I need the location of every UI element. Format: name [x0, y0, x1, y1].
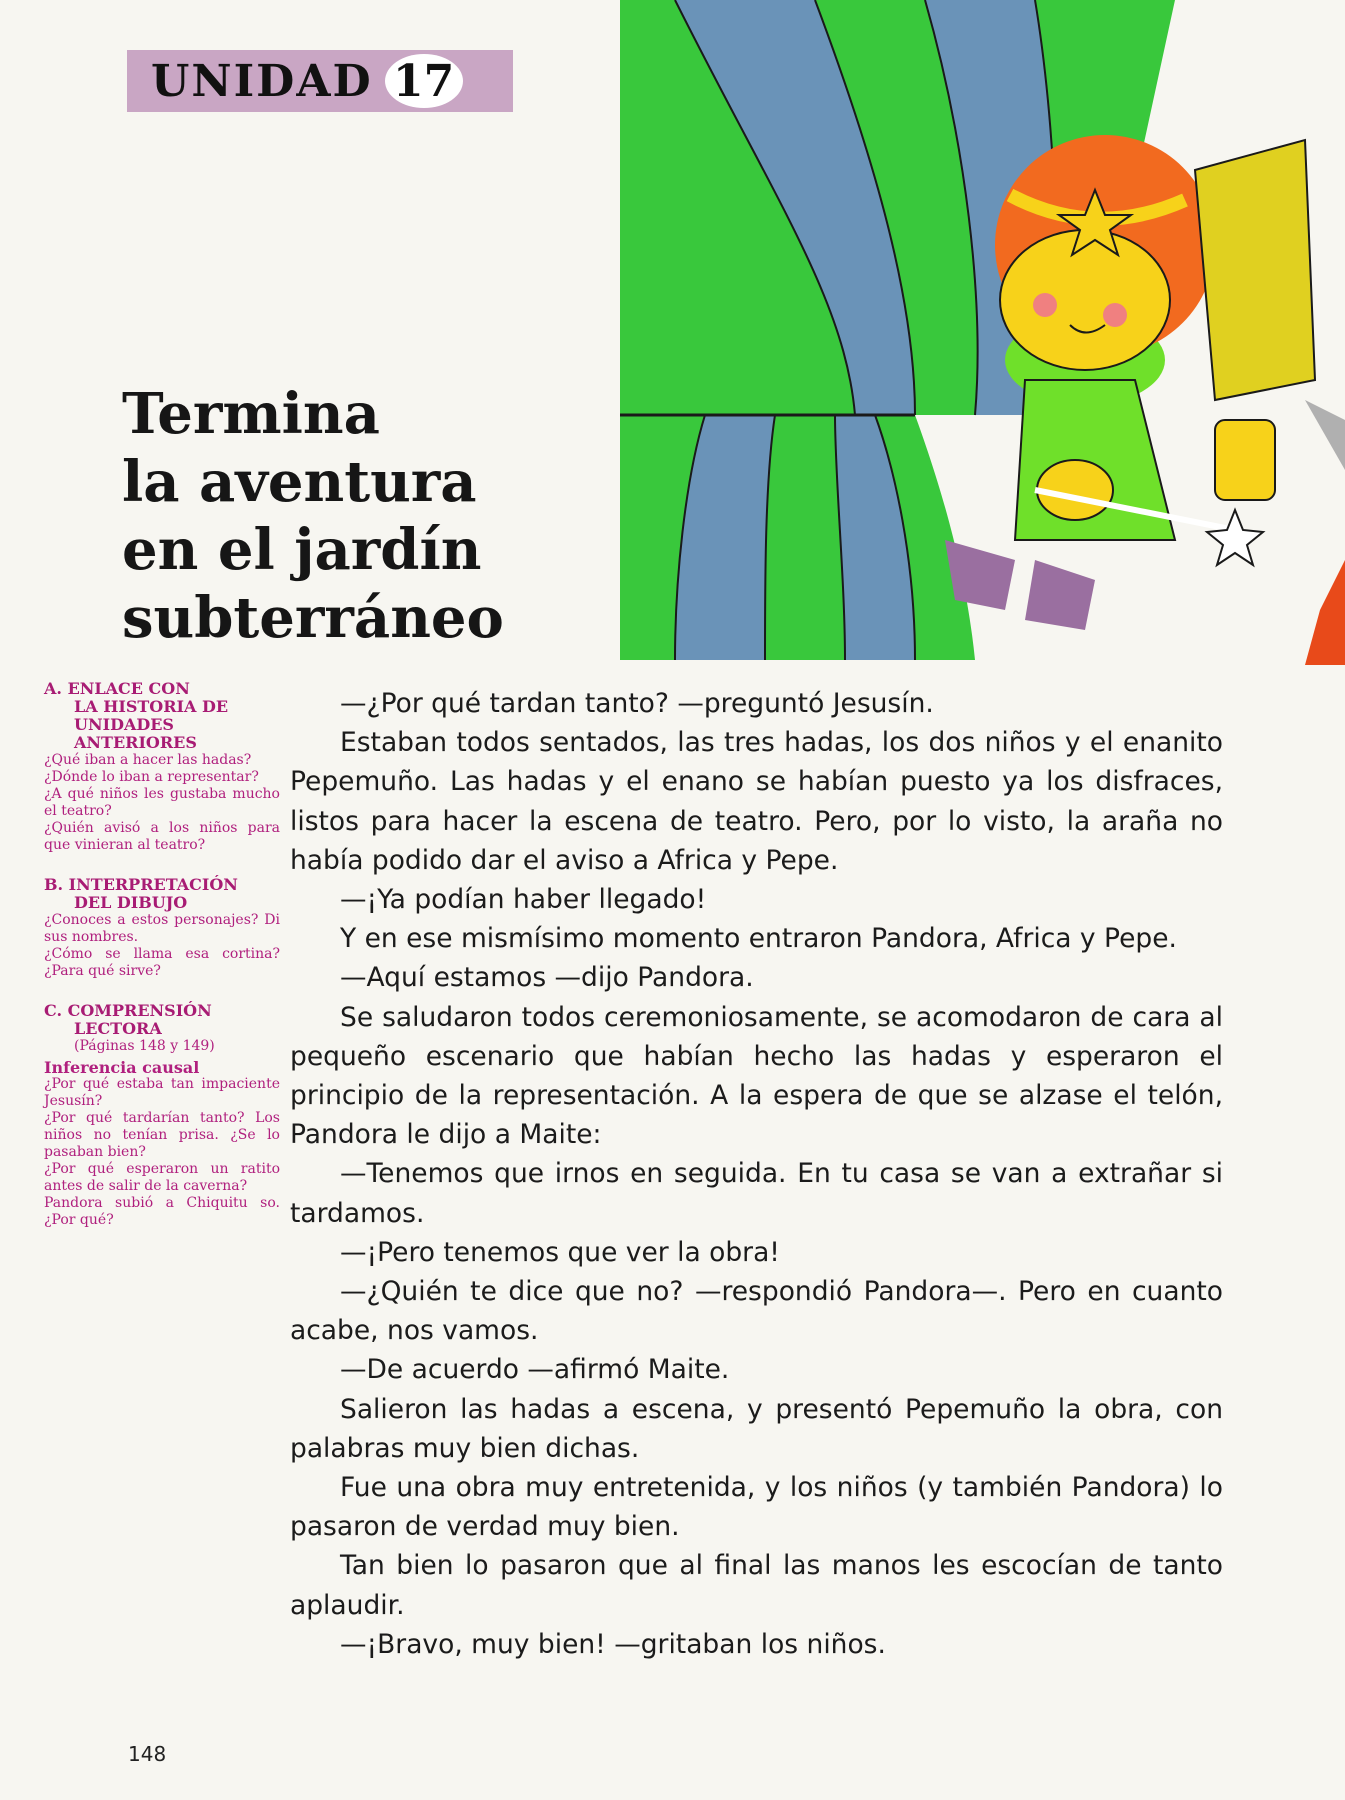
sidebar-heading-rest: LECTORA [74, 1019, 162, 1038]
sidebar-section-a [44, 680, 280, 854]
sidebar-heading [44, 1002, 280, 1038]
sidebar-heading-first: ENLACE CON [67, 679, 190, 698]
story-paragraph: Estaban todos sentados, las tres hadas, los dos niños y el enanito Pepemuño. Las hadas y el enano se habían puesto ya los disfraces, listos para hacer la escena de teatro. Pero, por lo visto, la araña no había podido dar el aviso a Africa y Pepe. [290, 727, 1223, 876]
sidebar-question: ¿Conoces a estos personajes? Di sus nombres. [44, 912, 280, 945]
story-paragraph: Tan bien lo pasaron que al final las manos les escocían de tanto aplaudir. [290, 1550, 1223, 1621]
sidebar-letter: A. [44, 679, 62, 698]
sidebar-question: ¿Dónde lo iban a representar? [44, 769, 259, 785]
unit-number: 17 [385, 54, 463, 108]
sidebar-heading [44, 876, 280, 912]
story-paragraph: —¡Pero tenemos que ver la obra! [340, 1236, 780, 1268]
sidebar-section-b [44, 876, 280, 980]
page-number: 148 [128, 1742, 167, 1766]
story-paragraph: —Aquí estamos —dijo Pandora. [340, 962, 754, 994]
title-line: subterráneo [122, 585, 504, 651]
unit-label [127, 50, 513, 112]
illustration-curtain-fairy [615, 0, 1345, 665]
story-paragraph: —¡Ya podían haber llegado! [340, 884, 707, 916]
story-paragraph: —¿Quién te dice que no? —respondió Pandora—. Pero en cuanto acabe, nos vamos. [290, 1276, 1223, 1347]
sidebar-heading [44, 680, 280, 752]
story-paragraph: —¡Bravo, muy bien! —gritaban los niños. [340, 1628, 886, 1660]
sidebar-heading-first: COMPRENSIÓN [67, 1001, 212, 1020]
sidebar-heading-rest: LA HISTORIA DE UNIDADES ANTERIORES [74, 697, 229, 752]
sidebar-letter: C. [44, 1001, 63, 1020]
story-paragraph: Y en ese mismísimo momento entraron Pandora, Africa y Pepe. [340, 923, 1177, 955]
title-line: la aventura [122, 449, 477, 515]
sidebar-page-note: (Páginas 148 y 149) [74, 1038, 215, 1054]
story-paragraph: Se saludaron todos ceremoniosamente, se acomodaron de cara al pequeño escenario que habían hecho las hadas y esperaron el principio de la representación. A la espera de que se alzase el telón, Pandora le dijo a Maite: [290, 1001, 1223, 1151]
story-paragraph: —Tenemos que irnos en seguida. En tu casa se van a extrañar si tardamos. [290, 1158, 1223, 1229]
sidebar-question: ¿Por qué tardarían tanto? Los niños no tenían prisa. ¿Se lo pasaban bien? [44, 1110, 280, 1160]
sidebar-question: ¿Qué iban a hacer las hadas? [44, 752, 252, 768]
sidebar-heading-first: INTERPRETACIÓN [68, 875, 238, 894]
story-paragraph: Salieron las hadas a escena, y presentó Pepemuño la obra, con palabras muy bien dichas. [290, 1393, 1223, 1464]
sidebar-section-c [44, 1002, 280, 1229]
sidebar-question: ¿Quién avisó a los niños para que vinieran al teatro? [44, 820, 280, 853]
sidebar-question: ¿Por qué estaba tan impaciente Jesusín? [44, 1076, 280, 1109]
sidebar-subheading: Inferencia causal [44, 1058, 200, 1077]
sidebar-question: ¿A qué niños les gustaba mucho el teatro? [44, 786, 280, 819]
sidebar-heading-rest: DEL DIBUJO [74, 893, 188, 912]
title-line: Termina [122, 381, 380, 447]
title-line: en el jardín [122, 517, 482, 583]
page-title [122, 380, 542, 652]
sidebar-question: Pandora subió a Chiquitu so. ¿Por qué? [44, 1195, 280, 1228]
story-text [290, 684, 1223, 1664]
unit-word: UNIDAD [151, 55, 373, 107]
teacher-sidebar [44, 680, 280, 1251]
story-paragraph: —¿Por qué tardan tanto? —preguntó Jesusín. [340, 688, 934, 719]
story-paragraph: Fue una obra muy entretenida, y los niños (y también Pandora) lo pasaron de verdad muy bien. [290, 1472, 1223, 1543]
sidebar-question: ¿Cómo se llama esa cortina? ¿Para qué sirve? [44, 946, 280, 979]
sidebar-letter: B. [44, 875, 64, 894]
sidebar-question: ¿Por qué esperaron un ratito antes de salir de la caverna? [44, 1161, 280, 1194]
story-paragraph: —De acuerdo —afirmó Maite. [340, 1354, 730, 1386]
